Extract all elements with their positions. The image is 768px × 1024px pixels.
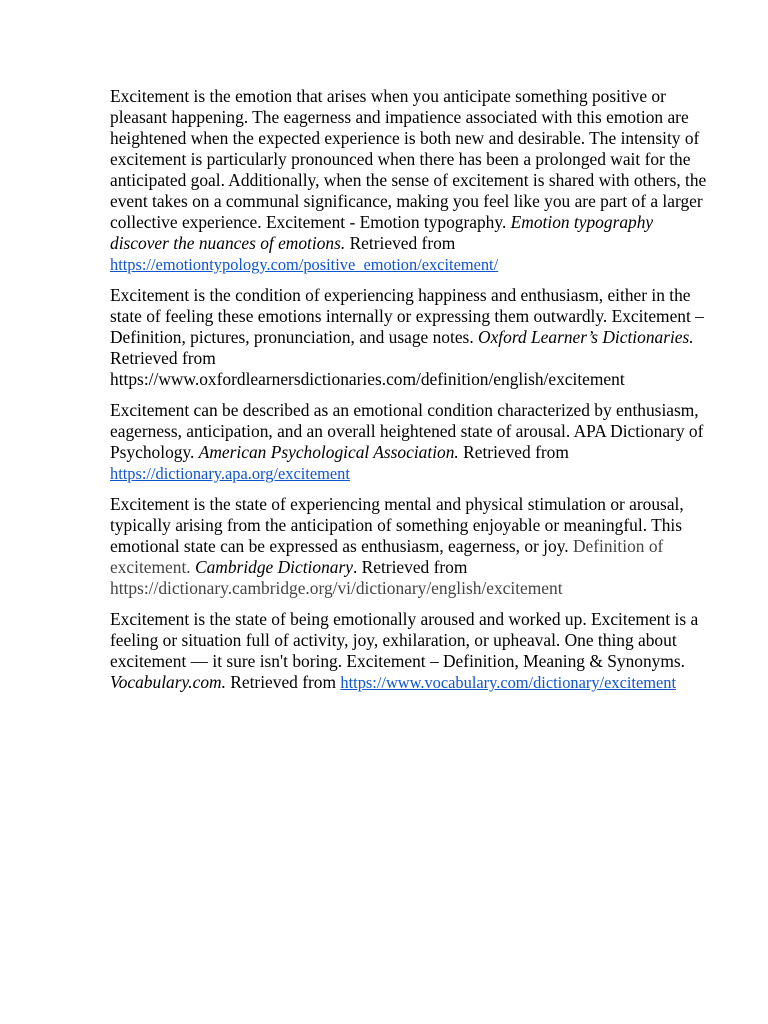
paragraph-emotion-typology: [110, 86, 714, 275]
source-link[interactable]: https://www.vocabulary.com/dictionary/excitement: [340, 673, 677, 692]
source-title: American Psychological Association.: [198, 442, 459, 462]
source-title: Vocabulary.com.: [110, 672, 226, 692]
source-url: https://www.oxfordlearnersdictionaries.com/definition/english/excitement: [110, 369, 625, 389]
source-url: https://dictionary.cambridge.org/vi/dictionary/english/excitement: [110, 578, 563, 598]
source-title: Cambridge Dictionary: [195, 557, 353, 577]
retrieved-label: . Retrieved from: [352, 557, 468, 577]
retrieved-label: Retrieved from: [463, 442, 569, 462]
document-body: [110, 86, 714, 703]
paragraph-text: Excitement is the state of experiencing mental and physical stimulation or arousal, typically arising from the anticipation of something enjoyable or meaningful. This emotional state can be expressed as enthusiasm, eagerness, or joy.: [110, 494, 684, 556]
retrieved-label: Retrieved from: [110, 348, 216, 368]
source-title: Emotion typography discover the nuances of emotions.: [110, 212, 654, 253]
source-title: Oxford Learner’s Dictionaries.: [478, 327, 694, 347]
source-link[interactable]: https://emotiontypology.com/positive_emotion/excitement/: [110, 255, 499, 274]
definition-title: Definition of excitement.: [110, 536, 664, 577]
retrieved-label: Retrieved from: [230, 672, 337, 692]
source-link[interactable]: https://dictionary.apa.org/excitement: [110, 464, 350, 483]
paragraph-text: Excitement is the condition of experiencing happiness and enthusiasm, either in the state of feeling these emotions internally or expressing them outwardly. Excitement – Definition, pictures, pronunciation, and usage notes.: [110, 285, 704, 347]
paragraph-oxford: [110, 285, 714, 390]
paragraph-vocabulary: [110, 609, 714, 693]
paragraph-text: Excitement can be described as an emotional condition characterized by enthusiasm, eagerness, anticipation, and an overall heightened state of arousal. APA Dictionary of Psychology.: [110, 400, 704, 462]
paragraph-apa: [110, 400, 714, 484]
paragraph-text: Excitement is the emotion that arises when you anticipate something positive or pleasant happening. The eagerness and impatience associated with this emotion are heightened when the expected experience is both new and desirable. The intensity of excitement is particularly pronounced when there has been a prolonged wait for the anticipated goal. Additionally, when the sense of excitement is shared with others, the event takes on a communal significance, making you feel like you are part of a larger collective experience. Excitement - Emotion typography.: [110, 86, 707, 232]
paragraph-cambridge: [110, 494, 714, 599]
paragraph-text: Excitement is the state of being emotionally aroused and worked up. Excitement is a feeling or situation full of activity, joy, exhilaration, or upheaval. One thing about excitement — it sure isn't boring. Excitement – Definition, Meaning & Synonyms.: [110, 609, 699, 671]
retrieved-label: Retrieved from: [349, 233, 456, 253]
